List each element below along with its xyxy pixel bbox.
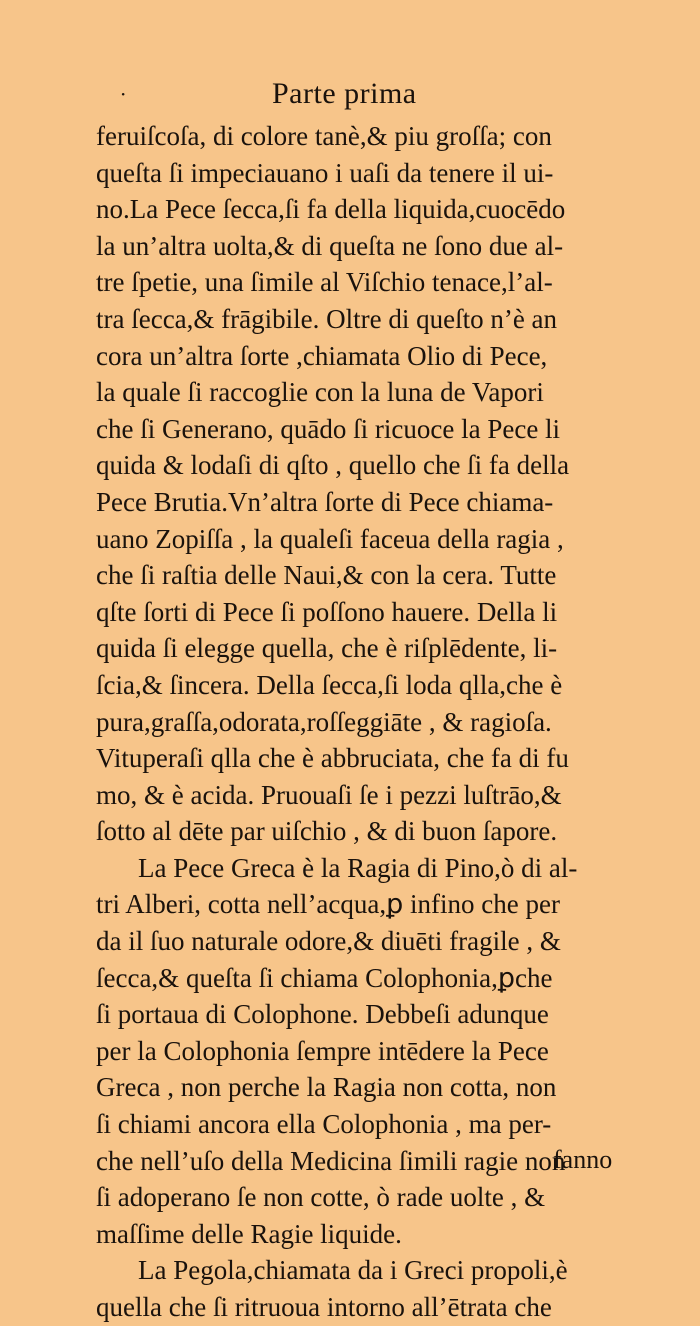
- running-head: Parte prima: [272, 77, 417, 110]
- text-line: qſte ſorti di Pece ſi poſſono hauere. Della li: [96, 596, 558, 627]
- marginal-mark: ·: [120, 82, 127, 106]
- text-line: quida & lodaſi di qſto , quello che ſi fa della: [96, 450, 570, 481]
- text-line: Vituperaſi qlla che è abbruciata, che fa di fu: [96, 743, 569, 774]
- text-line: La Pegola,chiamata da i Greci propoli,è: [138, 1255, 568, 1286]
- text-line: ſcia,& ſincera. Della ſecca,ſi loda qlla,che è: [96, 669, 563, 700]
- text-line: ſecca,& queſta ſi chiama Colophonia,ꝑche: [96, 962, 553, 993]
- catchword: fanno: [553, 1145, 613, 1174]
- text-line: la un’altra uolta,& di queſta ne ſono due al-: [96, 230, 564, 261]
- text-line: da il ſuo naturale odore,& diuēti fragile , &: [96, 926, 561, 957]
- text-line: tre ſpetie, una ſimile al Viſchio tenace,l’al-: [96, 267, 553, 298]
- text-line: che nell’uſo della Medicina ſimili ragie non: [96, 1145, 566, 1176]
- text-line: Pece Brutia.Vn’altra ſorte di Pece chiama-: [96, 486, 554, 517]
- text-line: la quale ſi raccoglie con la luna de Vapori: [96, 377, 544, 408]
- text-line: che ſi Generano, quādo ſi ricuoce la Pece li: [96, 413, 561, 444]
- text-line: ſotto al dēte par uiſchio , & di buon ſapore.: [96, 816, 558, 847]
- text-line: La Pece Greca è la Ragia di Pino,ò di al-: [138, 852, 578, 883]
- text-line: Greca , non perche la Ragia non cotta, non: [96, 1072, 557, 1103]
- text-line: ſi chiami ancora ella Colophonia , ma per-: [96, 1109, 552, 1140]
- text-line: maſſime delle Ragie liquide.: [96, 1218, 402, 1249]
- text-line: quida ſi elegge quella, che è riſplēdente, li-: [96, 633, 558, 664]
- text-line: no.La Pece ſecca,ſi fa della liquida,cuocēdo: [96, 194, 566, 225]
- text-line: ſi adoperano ſe non cotte, ò rade uolte , &: [96, 1182, 546, 1213]
- text-line: mo, & è acida. Pruouaſi ſe i pezzi luſtrāo,&: [96, 779, 562, 810]
- text-line: per la Colophonia ſempre intēdere la Pece: [96, 1035, 549, 1066]
- text-line: che ſi raſtia delle Naui,& con la cera. Tutte: [96, 560, 557, 591]
- text-line: ſi portaua di Colophone. Debbeſi adunque: [96, 999, 549, 1030]
- text-line: tra ſecca,& frāgibile. Oltre di queſto n’è an: [96, 303, 558, 334]
- text-line: pura,graſſa,odorata,roſſeggiāte , & ragioſa.: [96, 706, 552, 737]
- text-line: quella che ſi ritruoua intorno all’ētrata che: [96, 1292, 552, 1322]
- text-line: uano Zopiſſa , la qualeſi faceua della ragia ,: [96, 523, 564, 554]
- text-line: tri Alberi, cotta nell’acqua,ꝑ infino che per: [96, 889, 560, 920]
- text-line: feruiſcoſa, di colore tanè,& piu groſſa; con: [96, 121, 552, 151]
- text-line: cora un’altra ſorte ,chiamata Olio di Pece,: [96, 340, 548, 371]
- text-line: queſta ſi impeciauano i uaſi da tenere il ui-: [96, 157, 554, 188]
